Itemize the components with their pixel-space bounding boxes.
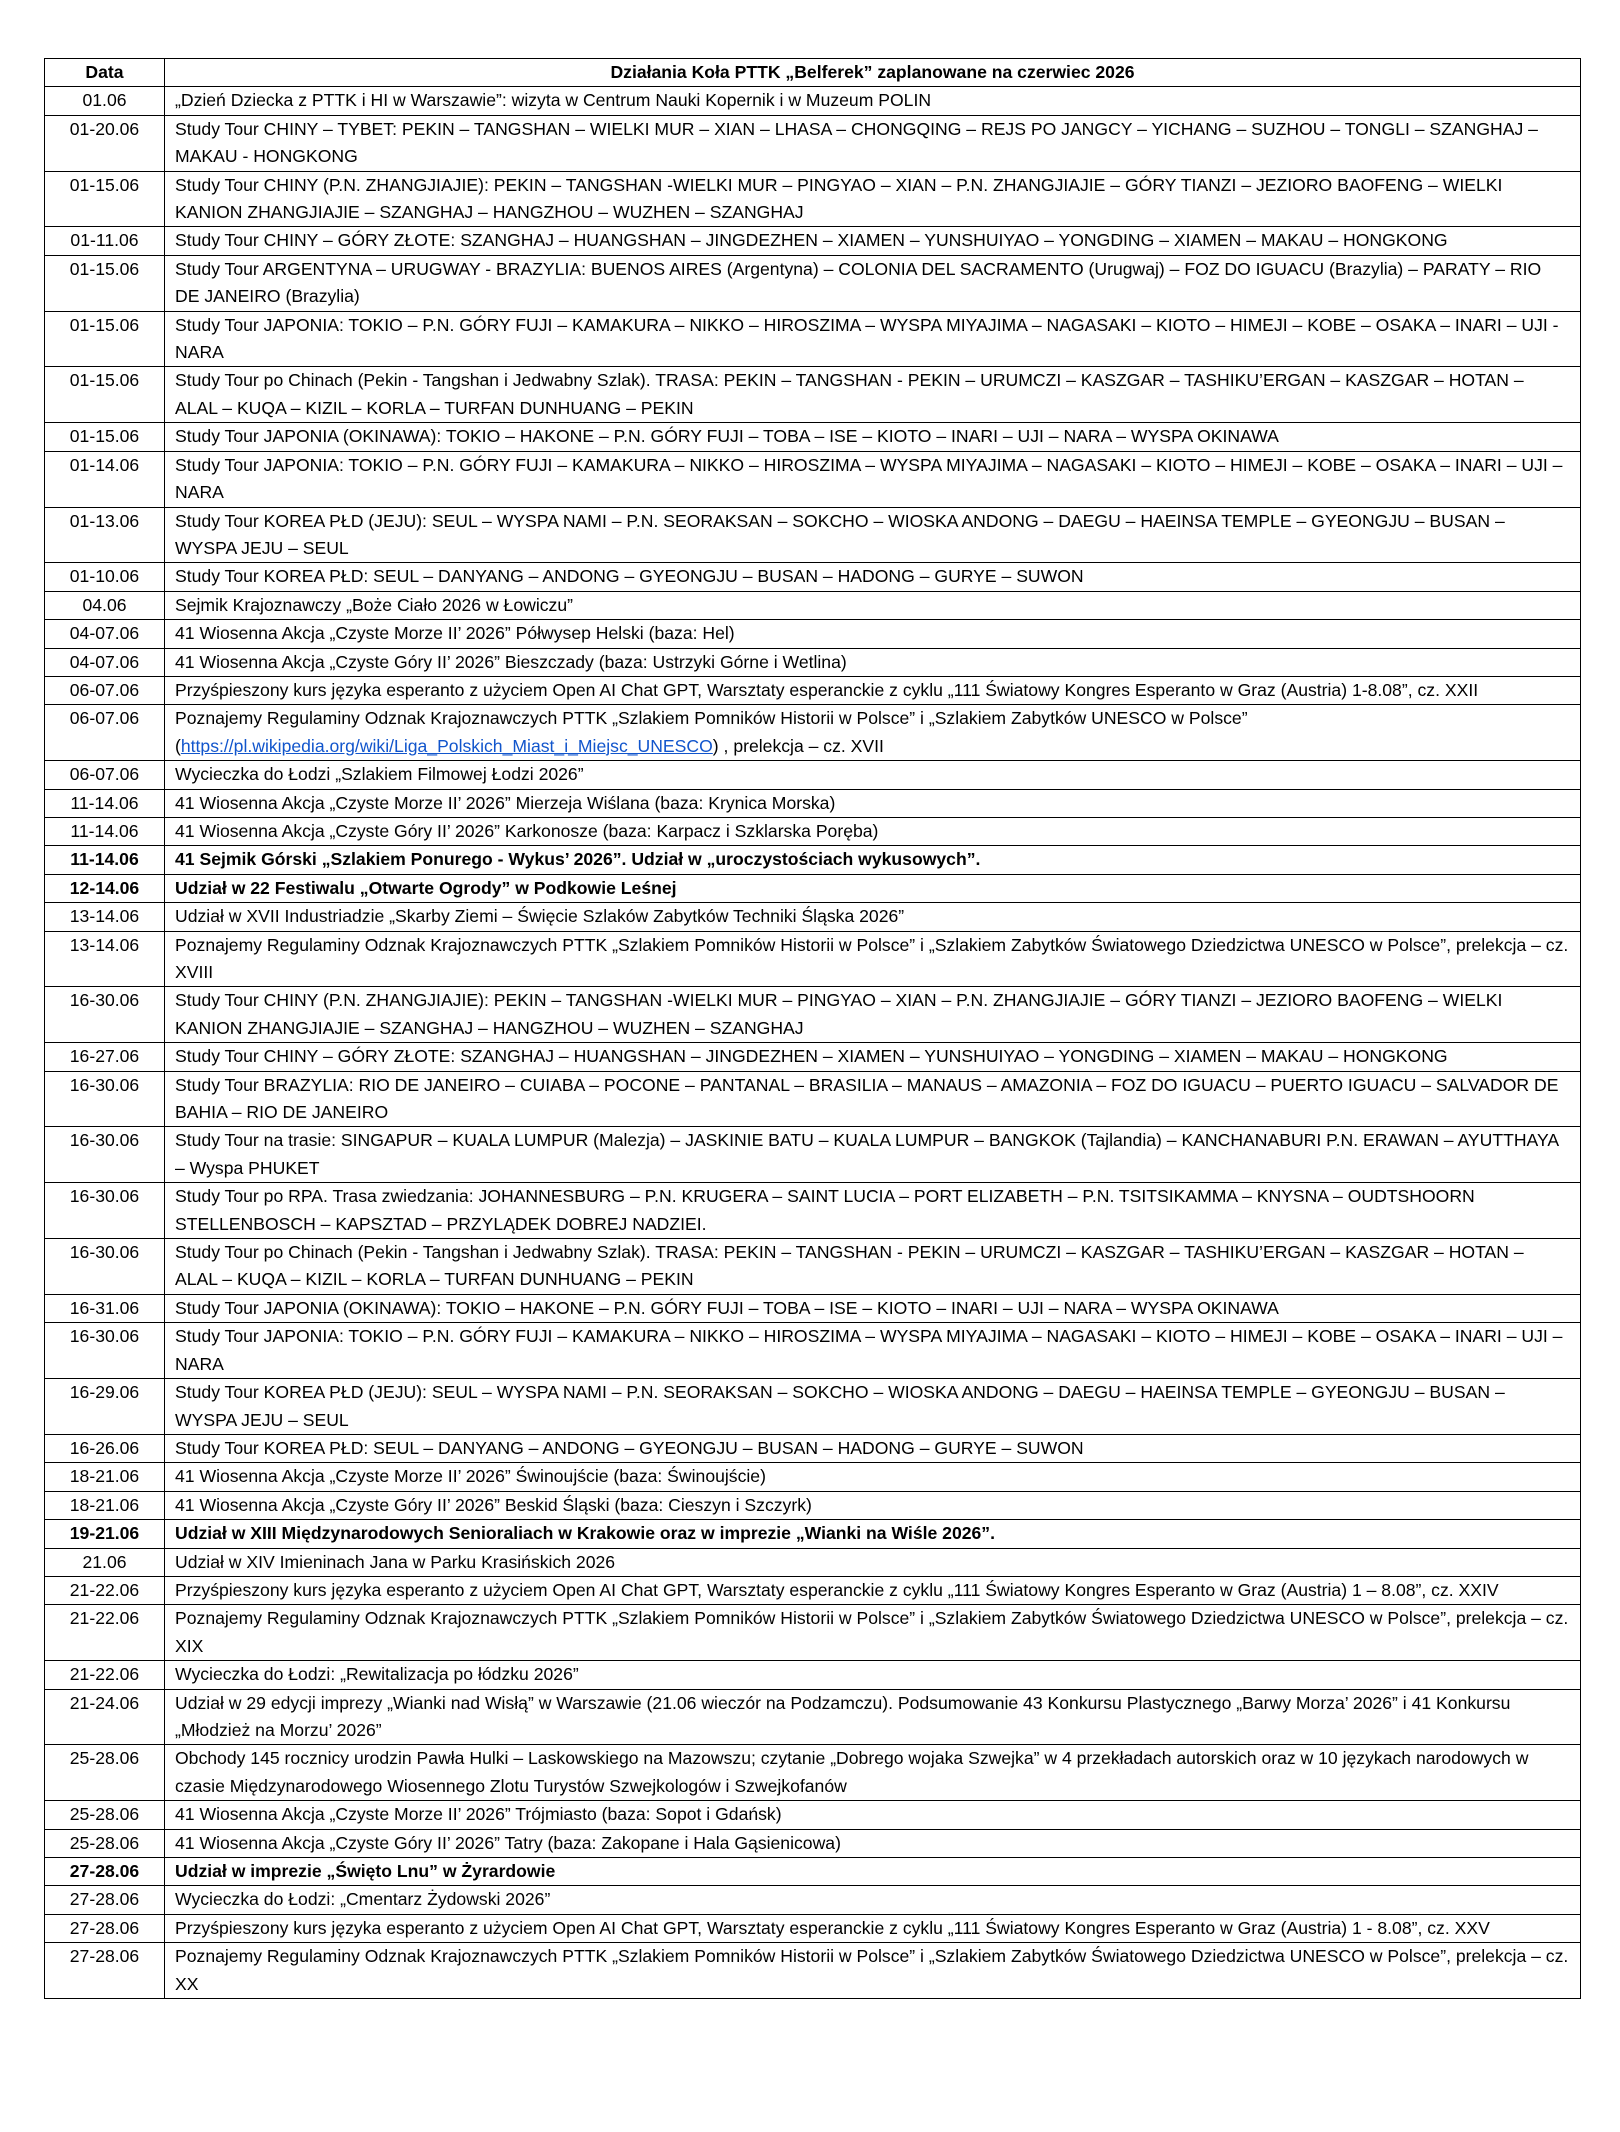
row-date: 01.06: [45, 87, 165, 115]
row-description: Study Tour CHINY – GÓRY ZŁOTE: SZANGHAJ – HUANGSHAN – JINGDEZHEN – XIAMEN – YUNSHUIYAO – YONGDING – XIAMEN – MAKAU – HONGKONG: [165, 1043, 1581, 1071]
row-date: 13-14.06: [45, 931, 165, 987]
table-row: [45, 676, 1581, 704]
row-description: Wycieczka do Łodzi: „Cmentarz Żydowski 2026”: [165, 1886, 1581, 1914]
row-description: 41 Wiosenna Akcja „Czyste Góry II’ 2026” Beskid Śląski (baza: Cieszyn i Szczyrk): [165, 1491, 1581, 1519]
row-description: Study Tour KOREA PŁD (JEJU): SEUL – WYSPA NAMI – P.N. SEORAKSAN – SOKCHO – WIOSKA ANDONG – DAEGU – HAEINSA TEMPLE – GYEONGJU – BUSAN – WYSPA JEJU – SEUL: [165, 507, 1581, 563]
table-row: [45, 1071, 1581, 1127]
table-row: [45, 87, 1581, 115]
row-date: 25-28.06: [45, 1745, 165, 1801]
table-row: [45, 563, 1581, 591]
row-date: 25-28.06: [45, 1829, 165, 1857]
row-description: Przyśpieszony kurs języka esperanto z użyciem Open AI Chat GPT, Warsztaty esperanckie z cyklu „111 Światowy Kongres Esperanto w Graz (Austria) 1-8.08”, cz. XXII: [165, 676, 1581, 704]
row-description: 41 Wiosenna Akcja „Czyste Morze II’ 2026” Półwysep Helski (baza: Hel): [165, 620, 1581, 648]
table-row: [45, 1520, 1581, 1548]
row-description: [165, 705, 1581, 761]
row-description: Przyśpieszony kurs języka esperanto z użyciem Open AI Chat GPT, Warsztaty esperanckie z cyklu „111 Światowy Kongres Esperanto w Graz (Austria) 1 - 8.08”, cz. XXV: [165, 1914, 1581, 1942]
row-date: 13-14.06: [45, 903, 165, 931]
table-row: [45, 1379, 1581, 1435]
unesco-wikipedia-link[interactable]: https://pl.wikipedia.org/wiki/Liga_Polskich_Miast_i_Miejsc_UNESCO: [180, 735, 713, 756]
table-row: [45, 987, 1581, 1043]
table-row: [45, 1858, 1581, 1886]
row-description: Wycieczka do Łodzi „Szlakiem Filmowej Łodzi 2026”: [165, 761, 1581, 789]
row-date: 21-24.06: [45, 1689, 165, 1745]
table-row: [45, 1491, 1581, 1519]
row-description: Study Tour po Chinach (Pekin - Tangshan i Jedwabny Szlak). TRASA: PEKIN – TANGSHAN - PEKIN – URUMCZI – KASZGAR – TASHIKU’ERGAN – KASZGAR – HOTAN – ALAL – KUQA – KIZIL – KORLA – TURFAN DUNHUANG – PEKIN: [165, 1239, 1581, 1295]
activities-column-header: Działania Koła PTTK „Belferek” zaplanowane na czerwiec 2026: [165, 59, 1581, 87]
row-description: Study Tour KOREA PŁD: SEUL – DANYANG – ANDONG – GYEONGJU – BUSAN – HADONG – GURYE – SUWON: [165, 563, 1581, 591]
table-row: [45, 1943, 1581, 1999]
row-description: Study Tour JAPONIA: TOKIO – P.N. GÓRY FUJI – KAMAKURA – NIKKO – HIROSZIMA – WYSPA MIYAJIMA – NAGASAKI – KIOTO – HIMEJI – KOBE – OSAKA – INARI – UJI – NARA: [165, 1323, 1581, 1379]
row-description: Study Tour CHINY (P.N. ZHANGJIAJIE): PEKIN – TANGSHAN -WIELKI MUR – PINGYAO – XIAN – P.N. ZHANGJIAJIE – GÓRY TIANZI – JEZIORO BAOFENG – WIELKI KANION ZHANGJIAJIE – SZANGHAJ – HANGZHOU – WUZHEN – SZANGHAJ: [165, 987, 1581, 1043]
table-row: [45, 705, 1581, 761]
table-row: [45, 789, 1581, 817]
row-description: „Dzień Dziecka z PTTK i HI w Warszawie”: wizyta w Centrum Nauki Kopernik i w Muzeum POLIN: [165, 87, 1581, 115]
row-date: 16-30.06: [45, 1323, 165, 1379]
row-date: 01-14.06: [45, 451, 165, 507]
table-row: [45, 1294, 1581, 1322]
row-description: 41 Wiosenna Akcja „Czyste Morze II’ 2026” Świnoujście (baza: Świnoujście): [165, 1463, 1581, 1491]
row-description: 41 Wiosenna Akcja „Czyste Morze II’ 2026” Trójmiasto (baza: Sopot i Gdańsk): [165, 1801, 1581, 1829]
row-date: 16-30.06: [45, 1183, 165, 1239]
table-row: [45, 1661, 1581, 1689]
row-description: Poznajemy Regulaminy Odznak Krajoznawczych PTTK „Szlakiem Pomników Historii w Polsce” i „Szlakiem Zabytków Światowego Dziedzictwa UNESCO w Polsce”, prelekcja – cz. XX: [165, 1943, 1581, 1999]
row-description: Study Tour JAPONIA (OKINAWA): TOKIO – HAKONE – P.N. GÓRY FUJI – TOBA – ISE – KIOTO – INARI – UJI – NARA – WYSPA OKINAWA: [165, 1294, 1581, 1322]
table-row: [45, 846, 1581, 874]
table-row: [45, 1745, 1581, 1801]
row-description: Study Tour ARGENTYNA – URUGWAY - BRAZYLIA: BUENOS AIRES (Argentyna) – COLONIA DEL SACRAMENTO (Urugwaj) – FOZ DO IGUACU (Brazylia) – PARATY – RIO DE JANEIRO (Brazylia): [165, 255, 1581, 311]
table-row: [45, 1183, 1581, 1239]
row-description: Study Tour JAPONIA: TOKIO – P.N. GÓRY FUJI – KAMAKURA – NIKKO – HIROSZIMA – WYSPA MIYAJIMA – NAGASAKI – KIOTO – HIMEJI – KOBE – OSAKA – INARI – UJI - NARA: [165, 311, 1581, 367]
row-date: 04-07.06: [45, 620, 165, 648]
row-date: 01-15.06: [45, 255, 165, 311]
row-description: Udział w XIV Imieninach Jana w Parku Krasińskich 2026: [165, 1548, 1581, 1576]
table-row: [45, 1463, 1581, 1491]
row-description: Study Tour KOREA PŁD (JEJU): SEUL – WYSPA NAMI – P.N. SEORAKSAN – SOKCHO – WIOSKA ANDONG – DAEGU – HAEINSA TEMPLE – GYEONGJU – BUSAN – WYSPA JEJU – SEUL: [165, 1379, 1581, 1435]
row-description: Udział w 29 edycji imprezy „Wianki nad Wisłą” w Warszawie (21.06 wieczór na Podzamczu). Podsumowanie 43 Konkursu Plastycznego „Barwy Morza’ 2026” i 41 Konkursu „Młodzież na Morzu’ 2026”: [165, 1689, 1581, 1745]
row-description: 41 Wiosenna Akcja „Czyste Góry II’ 2026” Bieszczady (baza: Ustrzyki Górne i Wetlina): [165, 648, 1581, 676]
row-date: 01-11.06: [45, 227, 165, 255]
row-date: 19-21.06: [45, 1520, 165, 1548]
row-date: 11-14.06: [45, 789, 165, 817]
row-description: Sejmik Krajoznawczy „Boże Ciało 2026 w Łowiczu”: [165, 591, 1581, 619]
table-row: [45, 1801, 1581, 1829]
row-date: 16-29.06: [45, 1379, 165, 1435]
row-date: 04.06: [45, 591, 165, 619]
row-date: 06-07.06: [45, 705, 165, 761]
row-description: 41 Wiosenna Akcja „Czyste Morze II’ 2026” Mierzeja Wiślana (baza: Krynica Morska): [165, 789, 1581, 817]
row-description: Udział w XIII Międzynarodowych Senioraliach w Krakowie oraz w imprezie „Wianki na Wiśle 2026”.: [165, 1520, 1581, 1548]
row-description: Przyśpieszony kurs języka esperanto z użyciem Open AI Chat GPT, Warsztaty esperanckie z cyklu „111 Światowy Kongres Esperanto w Graz (Austria) 1 – 8.08”, cz. XXIV: [165, 1576, 1581, 1604]
row-description: Obchody 145 rocznicy urodzin Pawła Hulki – Laskowskiego na Mazowszu; czytanie „Dobrego wojaka Szwejka” w 4 przekładach autorskich oraz w 10 językach narodowych w czasie Międzynarodowego Wiosennego Zlotu Turystów Szwejkologów i Szwejkofanów: [165, 1745, 1581, 1801]
row-date: 01-13.06: [45, 507, 165, 563]
table-row: [45, 1239, 1581, 1295]
row-date: 27-28.06: [45, 1943, 165, 1999]
table-row: [45, 507, 1581, 563]
table-row: [45, 311, 1581, 367]
row-date: 01-15.06: [45, 367, 165, 423]
table-row: [45, 423, 1581, 451]
table-row: [45, 1605, 1581, 1661]
table-row: [45, 1576, 1581, 1604]
table-row: [45, 1548, 1581, 1576]
row-date: 01-15.06: [45, 171, 165, 227]
row-description: 41 Wiosenna Akcja „Czyste Góry II’ 2026” Karkonosze (baza: Karpacz i Szklarska Poręba): [165, 817, 1581, 845]
row-date: 21-22.06: [45, 1661, 165, 1689]
table-header-row: [45, 59, 1581, 87]
row-description-text: Poznajemy Regulaminy Odznak Krajoznawczych PTTK „Szlakiem Pomników Historii w Polsce” i „Szlakiem Zabytków UNESCO w Polsce” (: [175, 708, 1248, 756]
table-row: [45, 1323, 1581, 1379]
row-date: 12-14.06: [45, 874, 165, 902]
table-row: [45, 171, 1581, 227]
table-row: [45, 1829, 1581, 1857]
row-description: 41 Sejmik Górski „Szlakiem Ponurego - Wykus’ 2026”. Udział w „uroczystościach wykusowych”.: [165, 846, 1581, 874]
table-row: [45, 1127, 1581, 1183]
table-row: [45, 255, 1581, 311]
row-description: Study Tour CHINY – TYBET: PEKIN – TANGSHAN – WIELKI MUR – XIAN – LHASA – CHONGQING – REJS PO JANGCY – YICHANG – SUZHOU – TONGLI – SZANGHAJ – MAKAU - HONGKONG: [165, 115, 1581, 171]
table-body: [45, 87, 1581, 1999]
row-description: Study Tour BRAZYLIA: RIO DE JANEIRO – CUIABA – POCONE – PANTANAL – BRASILIA – MANAUS – AMAZONIA – FOZ DO IGUACU – PUERTO IGUACU – SALVADOR DE BAHIA – RIO DE JANEIRO: [165, 1071, 1581, 1127]
row-description: Study Tour CHINY – GÓRY ZŁOTE: SZANGHAJ – HUANGSHAN – JINGDEZHEN – XIAMEN – YUNSHUIYAO – YONGDING – XIAMEN – MAKAU – HONGKONG: [165, 227, 1581, 255]
row-description: Study Tour na trasie: SINGAPUR – KUALA LUMPUR (Malezja) – JASKINIE BATU – KUALA LUMPUR – BANGKOK (Tajlandia) – KANCHANABURI P.N. ERAWAN – AYUTTHAYA – Wyspa PHUKET: [165, 1127, 1581, 1183]
row-date: 27-28.06: [45, 1858, 165, 1886]
date-column-header: Data: [45, 59, 165, 87]
row-description: Wycieczka do Łodzi: „Rewitalizacja po łódzku 2026”: [165, 1661, 1581, 1689]
row-date: 27-28.06: [45, 1914, 165, 1942]
table-row: [45, 761, 1581, 789]
activities-table: [44, 58, 1581, 1999]
document-page: [44, 58, 1580, 1999]
row-date: 16-27.06: [45, 1043, 165, 1071]
row-date: 11-14.06: [45, 817, 165, 845]
row-description: Study Tour po Chinach (Pekin - Tangshan i Jedwabny Szlak). TRASA: PEKIN – TANGSHAN - PEKIN – URUMCZI – KASZGAR – TASHIKU’ERGAN – KASZGAR – HOTAN – ALAL – KUQA – KIZIL – KORLA – TURFAN DUNHUANG – PEKIN: [165, 367, 1581, 423]
row-description: Udział w 22 Festiwalu „Otwarte Ogrody” w Podkowie Leśnej: [165, 874, 1581, 902]
row-date: 01-15.06: [45, 311, 165, 367]
row-date: 16-30.06: [45, 987, 165, 1043]
row-description: Poznajemy Regulaminy Odznak Krajoznawczych PTTK „Szlakiem Pomników Historii w Polsce” i „Szlakiem Zabytków Światowego Dziedzictwa UNESCO w Polsce”, prelekcja – cz. XIX: [165, 1605, 1581, 1661]
row-date: 16-30.06: [45, 1127, 165, 1183]
table-row: [45, 591, 1581, 619]
table-row: [45, 367, 1581, 423]
row-description-text-after: ) , prelekcja – cz. XVII: [712, 735, 884, 756]
row-date: 18-21.06: [45, 1463, 165, 1491]
row-date: 21-22.06: [45, 1605, 165, 1661]
table-row: [45, 648, 1581, 676]
table-row: [45, 903, 1581, 931]
row-description: Udział w XVII Industriadzie „Skarby Ziemi – Święcie Szlaków Zabytków Techniki Śląska 2026”: [165, 903, 1581, 931]
table-row: [45, 817, 1581, 845]
row-date: 16-30.06: [45, 1071, 165, 1127]
row-date: 16-26.06: [45, 1434, 165, 1462]
row-description: Poznajemy Regulaminy Odznak Krajoznawczych PTTK „Szlakiem Pomników Historii w Polsce” i „Szlakiem Zabytków Światowego Dziedzictwa UNESCO w Polsce”, prelekcja – cz. XVIII: [165, 931, 1581, 987]
table-row: [45, 1043, 1581, 1071]
row-description: Study Tour po RPA. Trasa zwiedzania: JOHANNESBURG – P.N. KRUGERA – SAINT LUCIA – PORT ELIZABETH – P.N. TSITSIKAMMA – KNYSNA – OUDTSHOORN STELLENBOSCH – KAPSZTAD – PRZYLĄDEK DOBREJ NADZIEI.: [165, 1183, 1581, 1239]
row-date: 18-21.06: [45, 1491, 165, 1519]
row-date: 11-14.06: [45, 846, 165, 874]
row-description: Study Tour JAPONIA: TOKIO – P.N. GÓRY FUJI – KAMAKURA – NIKKO – HIROSZIMA – WYSPA MIYAJIMA – NAGASAKI – KIOTO – HIMEJI – KOBE – OSAKA – INARI – UJI – NARA: [165, 451, 1581, 507]
row-date: 04-07.06: [45, 648, 165, 676]
table-row: [45, 451, 1581, 507]
table-row: [45, 1689, 1581, 1745]
table-row: [45, 931, 1581, 987]
row-date: 16-30.06: [45, 1239, 165, 1295]
row-date: 01-15.06: [45, 423, 165, 451]
table-row: [45, 874, 1581, 902]
row-date: 27-28.06: [45, 1886, 165, 1914]
row-date: 16-31.06: [45, 1294, 165, 1322]
table-row: [45, 1914, 1581, 1942]
row-date: 06-07.06: [45, 676, 165, 704]
table-row: [45, 227, 1581, 255]
row-description: Study Tour KOREA PŁD: SEUL – DANYANG – ANDONG – GYEONGJU – BUSAN – HADONG – GURYE – SUWON: [165, 1434, 1581, 1462]
row-date: 01-10.06: [45, 563, 165, 591]
table-row: [45, 1434, 1581, 1462]
row-description: Study Tour CHINY (P.N. ZHANGJIAJIE): PEKIN – TANGSHAN -WIELKI MUR – PINGYAO – XIAN – P.N. ZHANGJIAJIE – GÓRY TIANZI – JEZIORO BAOFENG – WIELKI KANION ZHANGJIAJIE – SZANGHAJ – HANGZHOU – WUZHEN – SZANGHAJ: [165, 171, 1581, 227]
row-date: 21-22.06: [45, 1576, 165, 1604]
table-row: [45, 620, 1581, 648]
row-description: Udział w imprezie „Święto Lnu” w Żyrardowie: [165, 1858, 1581, 1886]
row-date: 06-07.06: [45, 761, 165, 789]
row-date: 01-20.06: [45, 115, 165, 171]
row-date: 25-28.06: [45, 1801, 165, 1829]
row-description: 41 Wiosenna Akcja „Czyste Góry II’ 2026” Tatry (baza: Zakopane i Hala Gąsienicowa): [165, 1829, 1581, 1857]
row-date: 21.06: [45, 1548, 165, 1576]
table-row: [45, 115, 1581, 171]
row-description: Study Tour JAPONIA (OKINAWA): TOKIO – HAKONE – P.N. GÓRY FUJI – TOBA – ISE – KIOTO – INARI – UJI – NARA – WYSPA OKINAWA: [165, 423, 1581, 451]
table-row: [45, 1886, 1581, 1914]
